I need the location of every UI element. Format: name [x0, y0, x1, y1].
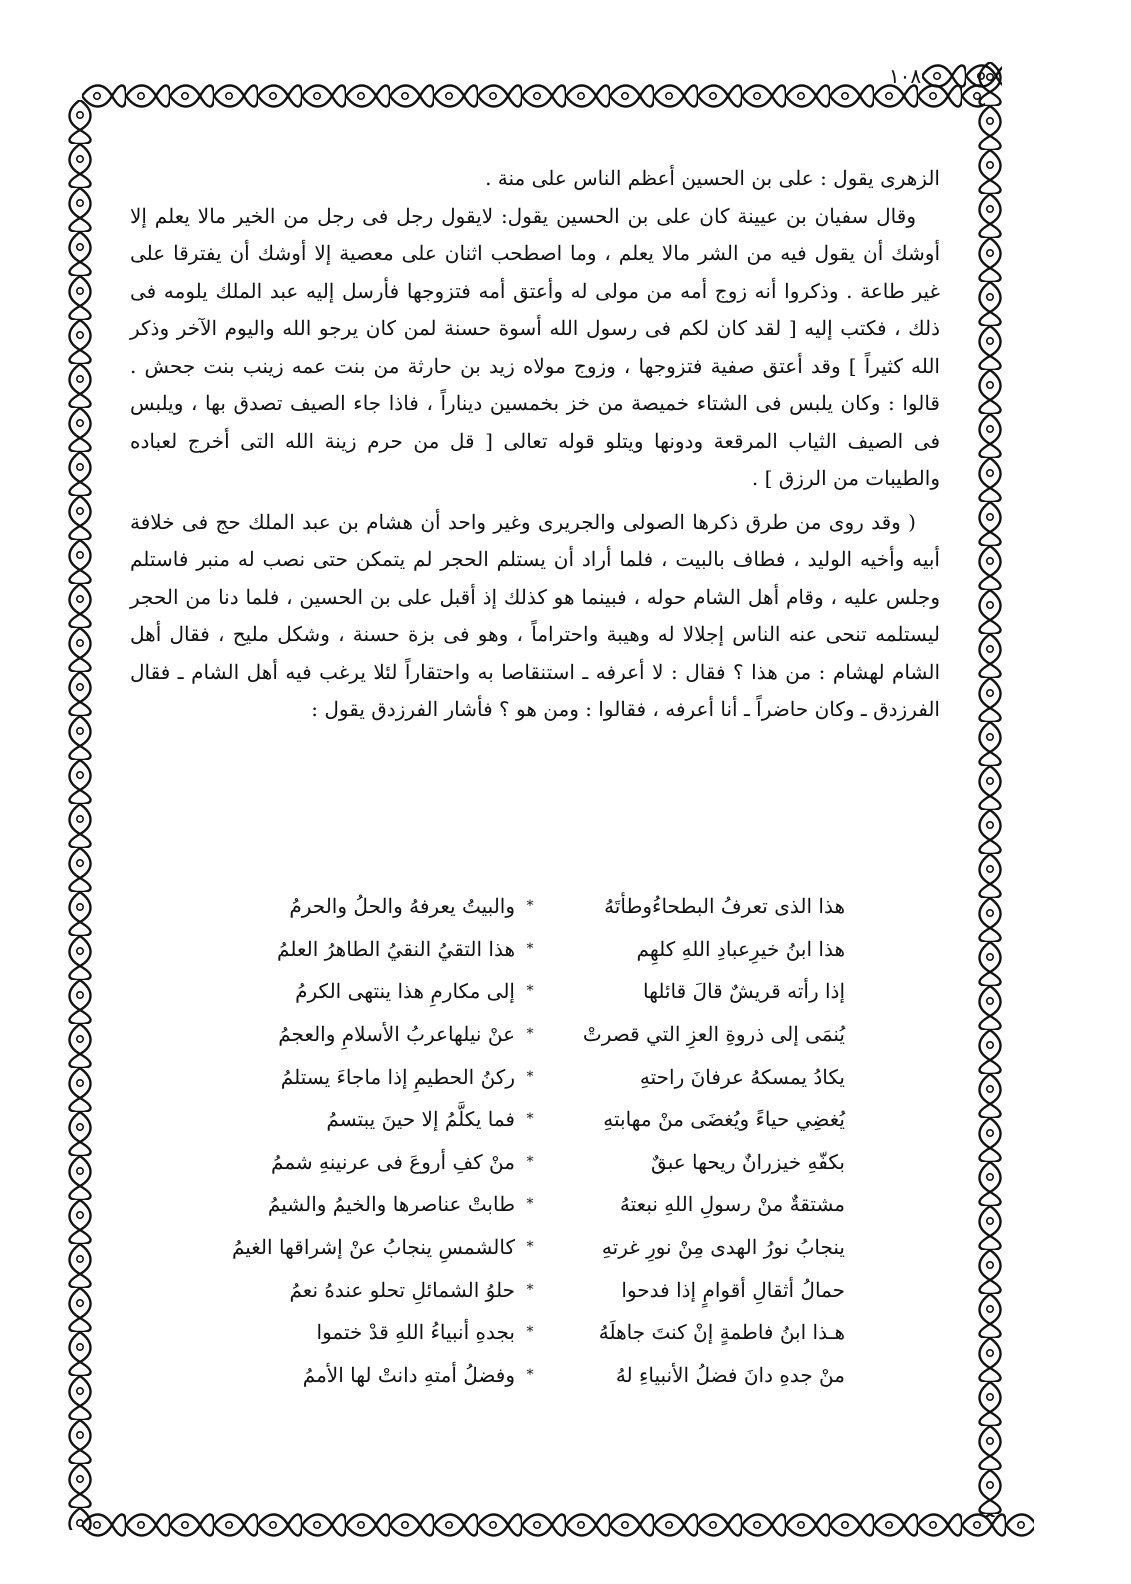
verse-second-hemistich: حلوُ الشمائلِ تحلو عندهُ نعمُ — [289, 1277, 515, 1302]
verse-separator: * — [526, 1026, 534, 1043]
paragraph: الزهرى يقول : على بن الحسين أعظم الناس على منة . — [485, 166, 940, 190]
verse-second-hemistich: وفضلُ أمتهِ دانتْ لها الأممُ — [302, 1362, 515, 1387]
verse-second-hemistich: هذا التقيُ النقيُ الطاهرُ العلمُ — [277, 936, 515, 961]
verse-first-hemistich: هـذا ابنُ فاطمةٍ إنْ كنتَ جاهلَهُ — [598, 1320, 845, 1345]
poem-verse — [205, 970, 845, 1013]
verse-first-hemistich: يُغضِي حياءً ويُغضَى منْ مهابتهِ — [603, 1107, 845, 1132]
verse-first-hemistich: هذا ابنُ خيرِعبادِ اللهِ كلهِم — [636, 936, 845, 961]
bottom-border-ornament — [82, 1507, 1034, 1543]
verse-separator: * — [526, 1366, 534, 1383]
poem-verse — [205, 885, 845, 928]
poem-verse — [205, 1354, 845, 1397]
verse-first-hemistich: مشتقةٌ منْ رسولِ اللهِ نبعتهُ — [619, 1192, 845, 1217]
verse-second-hemistich: كالشمسِ ينجابُ عنْ إشراقها الغيمُ — [231, 1235, 515, 1260]
verse-separator: * — [526, 1068, 534, 1085]
poem-verse — [205, 928, 845, 971]
verse-separator: * — [526, 1111, 534, 1128]
verse-separator: * — [526, 1153, 534, 1170]
verse-second-hemistich: طابتْ عناصرها والخيمُ والشيمُ — [267, 1192, 515, 1217]
verse-first-hemistich: بكفّهِ خيزرانٌ ريحها عبقٌ — [651, 1149, 845, 1174]
verse-separator: * — [526, 1196, 534, 1213]
poem-verse — [205, 1311, 845, 1354]
left-border-ornament — [62, 100, 98, 1530]
right-border-ornament — [972, 62, 1008, 1517]
poem-verse — [205, 1098, 845, 1141]
poem-verse — [205, 1268, 845, 1311]
verse-second-hemistich: فما يكلَّمُ إلا حينَ يبتسمُ — [326, 1107, 515, 1132]
verse-first-hemistich: هذا الذى تعرفُ البطحاءُوطأتَهُ — [604, 894, 845, 919]
verse-second-hemistich: منْ كفِ أروعَ فى عرنينهِ شممُ — [271, 1149, 515, 1174]
verse-separator: * — [526, 898, 534, 915]
verse-first-hemistich: منْ جدهِ دانَ فضلُ الأنبياءِ لهُ — [615, 1362, 845, 1387]
poem-verse — [205, 1226, 845, 1269]
poem-verse — [205, 1013, 845, 1056]
verse-separator: * — [526, 1281, 534, 1298]
verse-second-hemistich: والبيتُ يعرفهُ والحلُ والحرمُ — [289, 894, 515, 919]
verse-first-hemistich: إذا رأته قريشٌ قالَ قائلها — [643, 979, 845, 1004]
top-border-ornament — [82, 78, 985, 114]
paragraph: وقال سفيان بن عيينة كان على بن الحسين يقول: لايقول رجل فى رجل من الخير مالا يعلم إلا أوشك أن يقول فيه من الشر مالا يعلم ، وما اصطحب اثنان على معصية إلا أوشك أن يفترقا على غير طاعة . وذكروا أنه زوج أمه من مولى له وأعتق أمه فتزوجها فأرسل إليه عبد الملك يلومه فى ذلك ، فكتب إليه [ لقد كان لكم فى رسول الله أسوة حسنة لمن كان يرجو الله واليوم الآخر وذكر الله كثيراً ] وقد أعتق صفية فتزوجها ، وزوج مولاه زيد بن حارثة من بنت عمه زينب بنت جحش . قالوا : وكان يلبس فى الشتاء خميصة من خز بخمسين ديناراً ، فاذا جاء الصيف تصدق بها ، ويلبس فى الصيف الثياب المرقعة ودونها ويتلو قوله تعالى [ قل من حرم زينة الله التى أخرج لعباده والطيبات من الرزق ] . — [130, 203, 940, 490]
paragraph: ( وقد روى من طرق ذكرها الصولى والجريرى وغير واحد أن هشام بن عبد الملك حج فى خلافة أبيه وأخيه الوليد ، فطاف بالبيت ، فلما أراد أن يستلم الحجر لم يتمكن حتى نصب له منبر فاستلم وجلس عليه ، وقام أهل الشام حوله ، فبينما هو كذلك إذ أقبل على بن الحسين ، فلما دنا من الحجر ليستلمه تنحى عنه الناس إجلالا له وهيبة واحتراماً ، وهو فى بزة حسنة ، وشكل مليح ، فقال أهل الشام لهشام : من هذا ؟ فقال : لا أعرفه ـ استنقاصا به واحتقاراً لئلا يرغب فيه أهل الشام ـ فقال الفرزدق ـ وكان حاضراً ـ أنا أعرفه ، فقالوا : ومن هو ؟ فأشار الفرزدق يقول : — [130, 509, 940, 721]
page-number: ١٠٨ — [888, 64, 922, 88]
poem-verse — [205, 1141, 845, 1184]
verse-first-hemistich: ينجابُ نورُ الهدى مِنْ نورِ غرتهِ — [601, 1235, 845, 1260]
verse-second-hemistich: إلى مكارمِ هذا ينتهى الكرمُ — [295, 979, 515, 1004]
verse-first-hemistich: حمالُ أثقالِ أقوامٍ إذا فدحوا — [621, 1277, 845, 1302]
verse-separator: * — [526, 1324, 534, 1341]
verse-separator: * — [526, 983, 534, 1000]
verse-second-hemistich: ركنُ الحطيمِ إذا ماجاءَ يستلمُ — [280, 1064, 515, 1089]
verse-second-hemistich: بجدهِ أنبياءُ اللهِ قدْ ختموا — [316, 1320, 515, 1345]
verse-first-hemistich: يُنمَى إلى ذروةِ العزِ التي قصرتْ — [582, 1022, 845, 1047]
prose-text — [130, 160, 940, 729]
verse-separator: * — [526, 940, 534, 957]
poem-verse — [205, 1183, 845, 1226]
poem — [205, 885, 845, 1396]
verse-second-hemistich: عنْ نيلهاعربُ الأسلامِ والعجمُ — [278, 1022, 515, 1047]
verse-first-hemistich: يكادُ يمسكهُ عرفانَ راحتهِ — [639, 1064, 845, 1089]
verse-separator: * — [526, 1239, 534, 1256]
poem-verse — [205, 1055, 845, 1098]
